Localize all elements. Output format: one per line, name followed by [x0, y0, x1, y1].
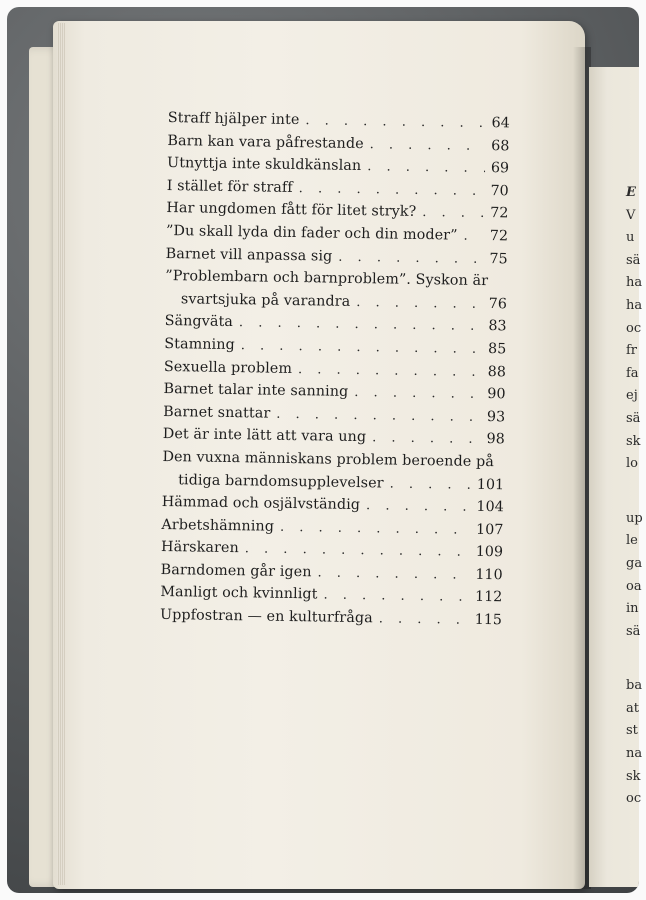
- toc-entry-title: Härskaren: [160, 539, 239, 557]
- right-line: oa: [626, 578, 642, 594]
- right-line: in: [626, 601, 639, 617]
- toc-entry-title: Barnet talar inte sanning: [163, 381, 349, 400]
- toc-entry-page: 70: [490, 182, 509, 200]
- toc-entry-page: 112: [474, 589, 503, 606]
- right-line: sä: [626, 623, 641, 639]
- right-line: fa: [626, 365, 639, 381]
- paragraph-gap: [626, 476, 646, 508]
- table-of-contents: [160, 107, 510, 632]
- toc-entry-title: Sängväta: [164, 313, 234, 331]
- toc-entry-page: 64: [491, 115, 510, 132]
- right-line: lo: [626, 456, 638, 472]
- toc-entry-page: 104: [476, 498, 504, 516]
- toc-entry-page: 76: [488, 295, 508, 313]
- right-line: at: [626, 700, 639, 716]
- right-line: sk: [626, 768, 641, 784]
- toc-entry-page: 72: [490, 205, 509, 222]
- toc-entry-title: Utnyttja inte skuldkänslan: [166, 155, 362, 175]
- toc-entry-title: Stamning: [164, 335, 235, 354]
- right-line: ha: [626, 297, 643, 313]
- toc-entry-page: 98: [486, 431, 505, 448]
- right-line: V: [626, 207, 636, 223]
- right-line: oc: [626, 320, 642, 336]
- leader-dots: [463, 226, 484, 249]
- toc-entry-title: ”Du skall lyda din fader och din moder”: [165, 222, 458, 244]
- toc-entry-title: Arbetshämning: [161, 516, 275, 535]
- toc-entry-title: Hämmad och osjälvständig: [161, 494, 361, 514]
- toc-entry-page: 107: [475, 521, 504, 539]
- toc-entry-page: 110: [475, 566, 503, 584]
- right-line: ej: [626, 388, 638, 404]
- toc-entry-title: Den vuxna människans problem beroende på: [162, 448, 495, 471]
- leader-dots: [280, 517, 472, 543]
- leader-dots: [354, 382, 482, 407]
- toc-entry-page: 101: [476, 476, 505, 493]
- toc-entry-page: 88: [487, 363, 507, 380]
- toc-entry-title-cont: svartsjuka på varandra: [180, 290, 351, 310]
- right-line: ga: [626, 555, 643, 571]
- toc-entry-page: 115: [474, 611, 503, 629]
- right-line: E: [626, 185, 636, 200]
- right-line: na: [626, 746, 643, 762]
- right-line: st: [626, 723, 638, 739]
- toc-entry-page: 85: [487, 340, 507, 358]
- leader-dots: [372, 428, 481, 452]
- right-line: ha: [626, 275, 643, 291]
- toc-entry-title: Barndomen går igen: [160, 561, 312, 581]
- right-line: sä: [626, 252, 641, 268]
- leader-dots: [369, 134, 485, 158]
- toc-entry-page: 83: [488, 318, 507, 335]
- toc-entry-title: Straff hjälper inte: [167, 109, 300, 129]
- toc-entry-page: 93: [486, 408, 506, 426]
- right-line: sä: [626, 410, 641, 426]
- leader-dots: [356, 292, 483, 317]
- toc-entry-page: 109: [475, 544, 504, 561]
- toc-entry-page: 75: [489, 250, 508, 267]
- leader-dots: [367, 156, 485, 180]
- toc-entry-title: Barn kan vara påfrestande: [167, 132, 364, 152]
- toc-entry-title: I stället för straff: [166, 177, 293, 196]
- toc-entry-title: Manligt och kvinnligt: [160, 584, 318, 603]
- toc-entry-page: 72: [489, 228, 509, 245]
- right-page-text-fragments: [626, 182, 646, 811]
- toc-entry-title: Uppfostran — en kulturfråga: [159, 607, 373, 627]
- right-line: ba: [626, 678, 643, 694]
- toc-entry-title: Barnet snattar: [163, 403, 271, 422]
- toc-entry-page: 90: [487, 386, 506, 403]
- leader-dots: [379, 608, 471, 632]
- toc-entry-title-cont: tidiga barndomsupplevelser: [178, 471, 384, 491]
- leader-dots: [389, 473, 473, 497]
- toc-entry-title: Har ungdomen fått för litet stryk?: [166, 200, 417, 221]
- right-line: fr: [626, 343, 638, 359]
- right-line: oc: [626, 791, 642, 807]
- leader-dots: [366, 495, 473, 519]
- toc-entry-title: Sexuella problem: [163, 358, 293, 377]
- toc-entry-page: 69: [490, 160, 510, 177]
- toc-entry-title: Barnet vill anpassa sig: [165, 245, 333, 265]
- toc-entry-page: 68: [491, 137, 510, 154]
- paragraph-gap: [626, 643, 646, 675]
- page-stack-edge: [57, 23, 65, 885]
- toc-entry-title: Det är inte lätt att vara ung: [162, 426, 367, 446]
- leader-dots: [317, 562, 471, 587]
- right-line: sk: [626, 433, 641, 449]
- right-line: le: [626, 533, 638, 549]
- leader-dots: [422, 202, 484, 226]
- toc-entry-title: ”Problembarn och barnproblem”. Syskon är: [165, 268, 489, 290]
- right-line: up: [626, 510, 643, 526]
- right-line: u: [626, 230, 635, 246]
